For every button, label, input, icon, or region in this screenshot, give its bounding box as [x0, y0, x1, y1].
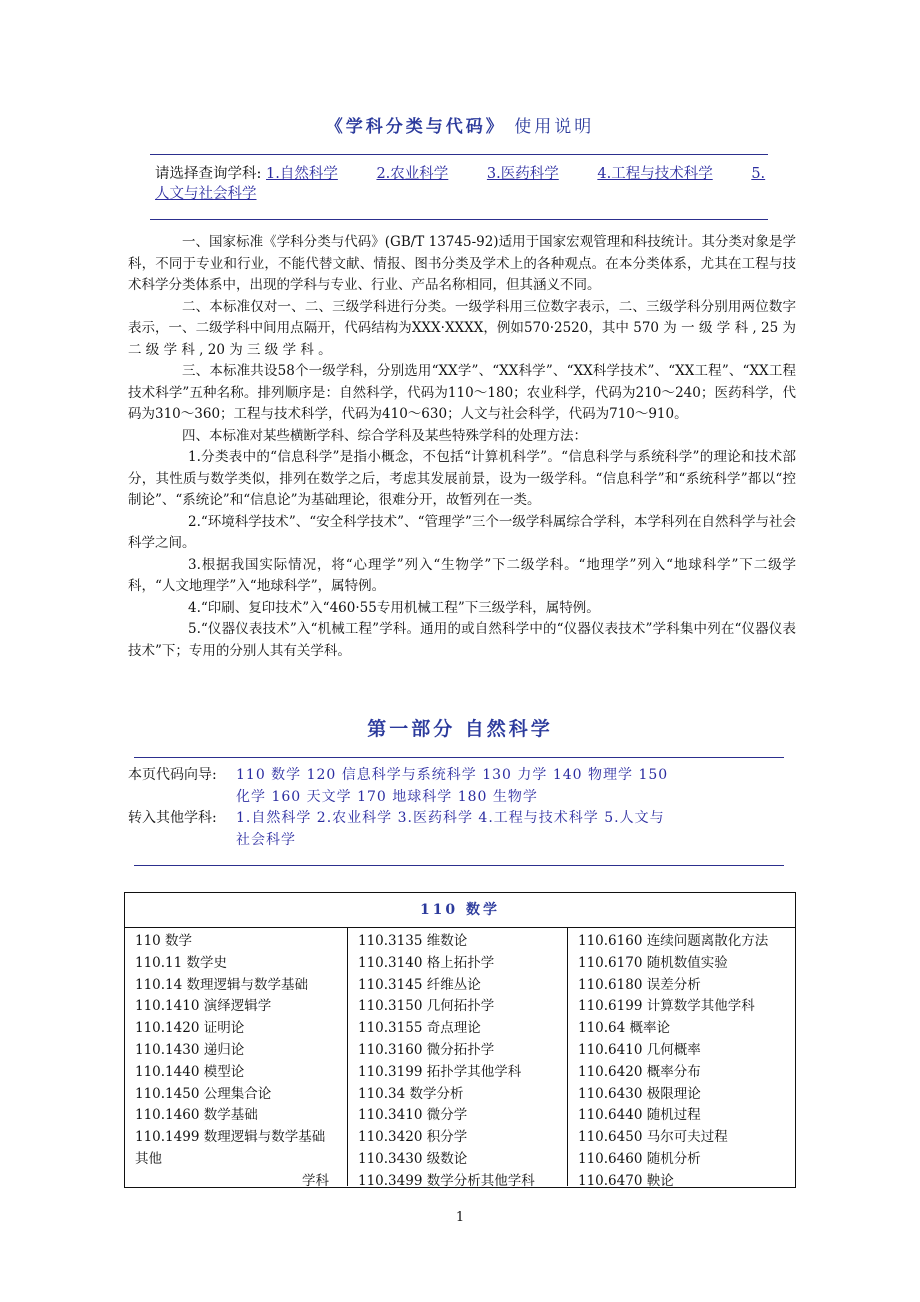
- table-cell: 110.6450 马尔可夫过程: [578, 1129, 728, 1146]
- table-cell: 110.1499 数理逻辑与数学基础: [135, 1129, 326, 1146]
- page-nav-links-row1[interactable]: 110 数学 120 信息科学与系统科学 130 力学 140 物理学 150: [236, 767, 669, 783]
- paragraph-4-4: 4.“印刷、复印技术”入“460·55专用机械工程”下三级学科，属特例。: [188, 599, 600, 616]
- table-cell: 110.3410 微分学: [358, 1107, 468, 1124]
- table-cell: 110.3199 拓扑学其他学科: [358, 1063, 522, 1080]
- paragraph-4-5: 5.“仪器仪表技术”入“机械工程”学科。通用的或自然科学中的“仪器仪表技术”学科集中列在“仪器仪表技术”下；专用的分别人其有关学科。: [128, 621, 796, 659]
- table-cell: 110.6420 概率分布: [578, 1063, 701, 1080]
- table-cell: 110.34 数学分析: [358, 1085, 464, 1102]
- classification-table: [124, 892, 796, 1188]
- table-cell: 110.1450 公理集合论: [135, 1085, 272, 1102]
- table-cell: 110.3150 几何拓扑学: [358, 998, 495, 1015]
- document-title: 《学科分类与代码》 使用说明: [325, 117, 595, 137]
- nav-link-medical-science[interactable]: 3.医药科学: [486, 166, 559, 182]
- paragraph-2: 二、本标准仅对一、二、三级学科进行分类。一级学科用三位数字表示，二、三级学科分别用两位数字表示，一、二级学科中间用点隔开，代码结构为XXX·XXXX，例如570·2520，其中 570 为 一 级 学 科 , 25 为 二 级 学 科 , 20 为 三 级 学 科 。: [128, 298, 796, 358]
- other-subject-links-row1[interactable]: 1.自然科学 2.农业科学 3.医药科学 4.工程与技术科学 5.人文与: [236, 810, 665, 826]
- nav-link-natural-science[interactable]: 1.自然科学: [266, 166, 338, 182]
- page-nav-links-row2[interactable]: 化学 160 天文学 170 地球科学 180 生物学: [236, 788, 538, 805]
- table-cell: 110.3145 纤维丛论: [358, 976, 481, 993]
- divider-mid: [150, 219, 768, 220]
- part-title: 第一部分 自然科学: [367, 718, 553, 740]
- table-cell: 110.1430 递归论: [135, 1041, 245, 1058]
- paragraph-4-1: 1.分类表中的“信息科学”是指小概念，不包括“计算机科学”。“信息科学与系统科学”的理论和技术部分，其性质与数学类似，排列在数学之后，考虑其发展前景，设为一级学科。“信息科学”和“系统科学”都以“控制论”、“系统论”和“信息论”为基础理论，很难分开，故暂列在一类。: [128, 449, 796, 508]
- table-cell: 110 数学: [135, 933, 193, 949]
- paragraph-3: 三、本标准共设58个一级学科，分别选用“XX学”、“XX科学”、“XX科学技术”、“XX工程”、“XX工程技术科学”五种名称。排列顺序是：自然科学，代码为110～180；农业科学，代码为210～240；医药科学，代码为310～360；工程与技术科学，代码为410～630；人文与社会科学，代码为710～910。: [128, 363, 796, 422]
- table-cell: 110.6460 随机分析: [578, 1150, 701, 1167]
- table-cell: 110.3135 维数论: [358, 933, 468, 949]
- table-cell: 110.6180 误差分析: [578, 976, 701, 993]
- paragraph-4: 四、本标准对某些横断学科、综合学科及某些特殊学科的处理方法：: [182, 427, 587, 444]
- table-cell: 110.14 数理逻辑与数学基础: [135, 976, 309, 993]
- other-subject-links-row2[interactable]: 社会科学: [236, 831, 296, 848]
- table-column-1: [125, 928, 347, 1189]
- table-cell: 110.1440 模型论: [135, 1063, 245, 1080]
- divider-part-top: [134, 757, 784, 758]
- table-cell: 110.3430 级数论: [358, 1150, 468, 1167]
- usage-instructions: [128, 232, 796, 662]
- table-cell: 110.1460 数学基础: [135, 1107, 258, 1124]
- table-cell: 110.6160 连续问题离散化方法: [578, 933, 769, 949]
- table-column-2: [347, 928, 567, 1189]
- table-cell: 110.3420 积分学: [358, 1129, 468, 1146]
- table-cell: 110.6440 随机过程: [578, 1107, 701, 1124]
- subject-query-nav: 请选择查询学科: 1.自然科学 2.农业科学 3.医药科学 4.工程与技术科学 5.人文与社会科学: [155, 166, 766, 202]
- table-cell: 110.64 概率论: [578, 1020, 671, 1037]
- table-cell: 110.3160 微分拓扑学: [358, 1041, 495, 1058]
- table-column-3: [567, 928, 795, 1189]
- page-number: 1: [455, 1210, 465, 1225]
- table-cell: 110.1410 演绎逻辑学: [135, 998, 272, 1015]
- nav-link-engineering-technology[interactable]: 4.工程与技术科学: [597, 166, 713, 182]
- table-cell: 110.11 数学史: [135, 954, 228, 971]
- paragraph-4-3: 3.根据我国实际情况，将“心理学”列入“生物学”下二级学科。“地理学”列入“地球科学”下二级学科，“人文地理学”入“地球科学”，属特例。: [128, 556, 796, 594]
- table-cell: 110.6430 极限理论: [578, 1085, 701, 1102]
- divider-part-bottom: [134, 865, 784, 866]
- table-cell: 110.3155 奇点理论: [358, 1020, 481, 1037]
- nav-link-agricultural-science[interactable]: 2.农业科学: [376, 166, 449, 182]
- paragraph-1: 一、国家标准《学科分类与代码》(GB/T 13745-92)适用于国家宏观管理和科技统计。其分类对象是学科，不同于专业和行业，不能代替文献、情报、图书分类及学术上的各种观点。在本分类体系，尤其在工程与技术科学分类体系中，出现的学科与专业、行业、产品名称相同，但其涵义不同。: [128, 234, 796, 293]
- table-cell: 110.1420 证明论: [135, 1020, 245, 1037]
- table-cell: 110.6410 几何概率: [578, 1041, 701, 1058]
- page-code-nav: 本页代码向导: 110 数学 120 信息科学与系统科学 130 力学 140 物理学 150 化学 160 天文学 170 地球科学 180 生物学 转入其他学科: 1.自然科学 2.农业科学 3.医药科学 4.工程与技术科学 5.人文与 社会科学: [128, 765, 796, 851]
- table-cell: 其他: [135, 1150, 162, 1167]
- table-cell: 110.3140 格上拓扑学: [358, 954, 495, 971]
- nav-link-humanities-social-science[interactable]: 5.人文与社会科学: [155, 166, 766, 202]
- table-cell: 110.6199 计算数学其他学科: [578, 998, 755, 1015]
- paragraph-4-2: 2.“环境科学技术”、“安全科学技术”、“管理学”三个一级学科属综合学科，本学科列在自然科学与社会科学之间。: [128, 513, 796, 551]
- table-cell: 110.6470 鞅论: [578, 1172, 674, 1189]
- table-cell: 110.3499 数学分析其他学科: [358, 1172, 535, 1189]
- table-cell: 110.6170 随机数值实验: [578, 954, 728, 971]
- table-title: 110 数学: [125, 893, 795, 928]
- divider-top: [150, 154, 768, 155]
- table-cell: 学科: [302, 1172, 329, 1189]
